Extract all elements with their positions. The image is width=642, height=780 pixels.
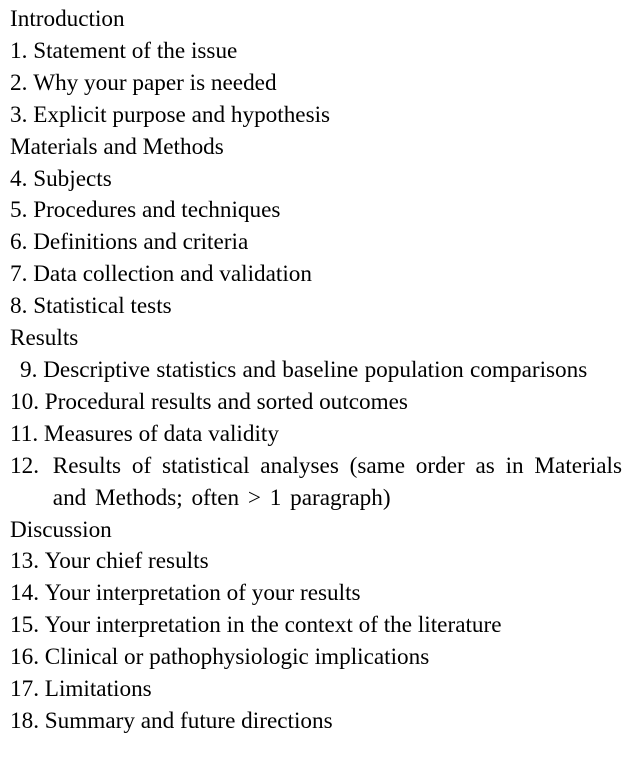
item-number: 10.: [10, 388, 39, 415]
list-item: [10, 355, 622, 387]
item-number: 16.: [10, 644, 39, 671]
item-text: Procedures and techniques: [33, 197, 281, 224]
item-number: 9.: [20, 356, 38, 383]
list-item: [10, 100, 622, 132]
item-number: 5.: [10, 197, 28, 224]
item-number: 14.: [10, 580, 39, 607]
item-text: Measures of data validity: [43, 420, 279, 447]
item-text: Definitions and criteria: [33, 229, 249, 256]
list-item: [10, 164, 622, 196]
list-item: [10, 578, 622, 610]
item-text: Your interpretation of your results: [44, 580, 361, 607]
list-item: [10, 291, 622, 323]
list-item: [10, 674, 622, 706]
item-number: 4.: [10, 165, 28, 192]
item-number: 15.: [10, 612, 39, 639]
item-text: Limitations: [44, 676, 152, 703]
item-text: Your interpretation in the context of the literature: [44, 612, 502, 639]
list-item: [10, 36, 622, 68]
materials-and-methods-list: [10, 164, 622, 324]
item-number: 13.: [10, 548, 39, 575]
item-text: Procedural results and sorted outcomes: [44, 388, 408, 415]
section-heading-discussion: Discussion: [10, 516, 112, 543]
list-item: [10, 642, 622, 674]
list-item: [10, 610, 622, 642]
item-number: 17.: [10, 676, 39, 703]
item-text: Why your paper is needed: [33, 69, 277, 96]
item-text: Subjects: [33, 165, 112, 192]
section-heading-materials-and-methods: Materials and Methods: [10, 133, 224, 160]
item-text: Explicit purpose and hypothesis: [33, 101, 331, 128]
item-number: 7.: [10, 261, 28, 288]
item-text: Results of statistical analyses (same order as in Materials and Methods; often > 1 paragraph): [52, 452, 622, 511]
item-text: Statement of the issue: [33, 37, 238, 64]
list-item: [10, 195, 622, 227]
item-number: 1.: [10, 37, 28, 64]
discussion-list: [10, 546, 622, 737]
list-item: [10, 451, 622, 515]
list-item: [10, 259, 622, 291]
item-text: Descriptive statistics and baseline population comparisons: [43, 356, 588, 383]
list-item: [10, 419, 622, 451]
item-text: Your chief results: [44, 548, 209, 575]
item-text: Summary and future directions: [44, 707, 333, 734]
list-item: [10, 68, 622, 100]
introduction-list: [10, 36, 622, 132]
item-text: Statistical tests: [33, 293, 172, 320]
item-number: 2.: [10, 69, 28, 96]
results-list: [10, 355, 622, 515]
item-number: 6.: [10, 229, 28, 256]
list-item: [10, 546, 622, 578]
list-item: [10, 706, 622, 738]
list-item: [10, 227, 622, 259]
list-item: [10, 387, 622, 419]
item-number: 3.: [10, 101, 28, 128]
item-number: 8.: [10, 293, 28, 320]
item-text: Data collection and validation: [33, 261, 312, 288]
item-number: 12.: [10, 452, 39, 479]
item-number: 11.: [10, 420, 39, 447]
section-heading-introduction: Introduction: [10, 6, 125, 32]
section-heading-results: Results: [10, 325, 79, 352]
item-number: 18.: [10, 707, 39, 734]
item-text: Clinical or pathophysiologic implications: [44, 644, 430, 671]
